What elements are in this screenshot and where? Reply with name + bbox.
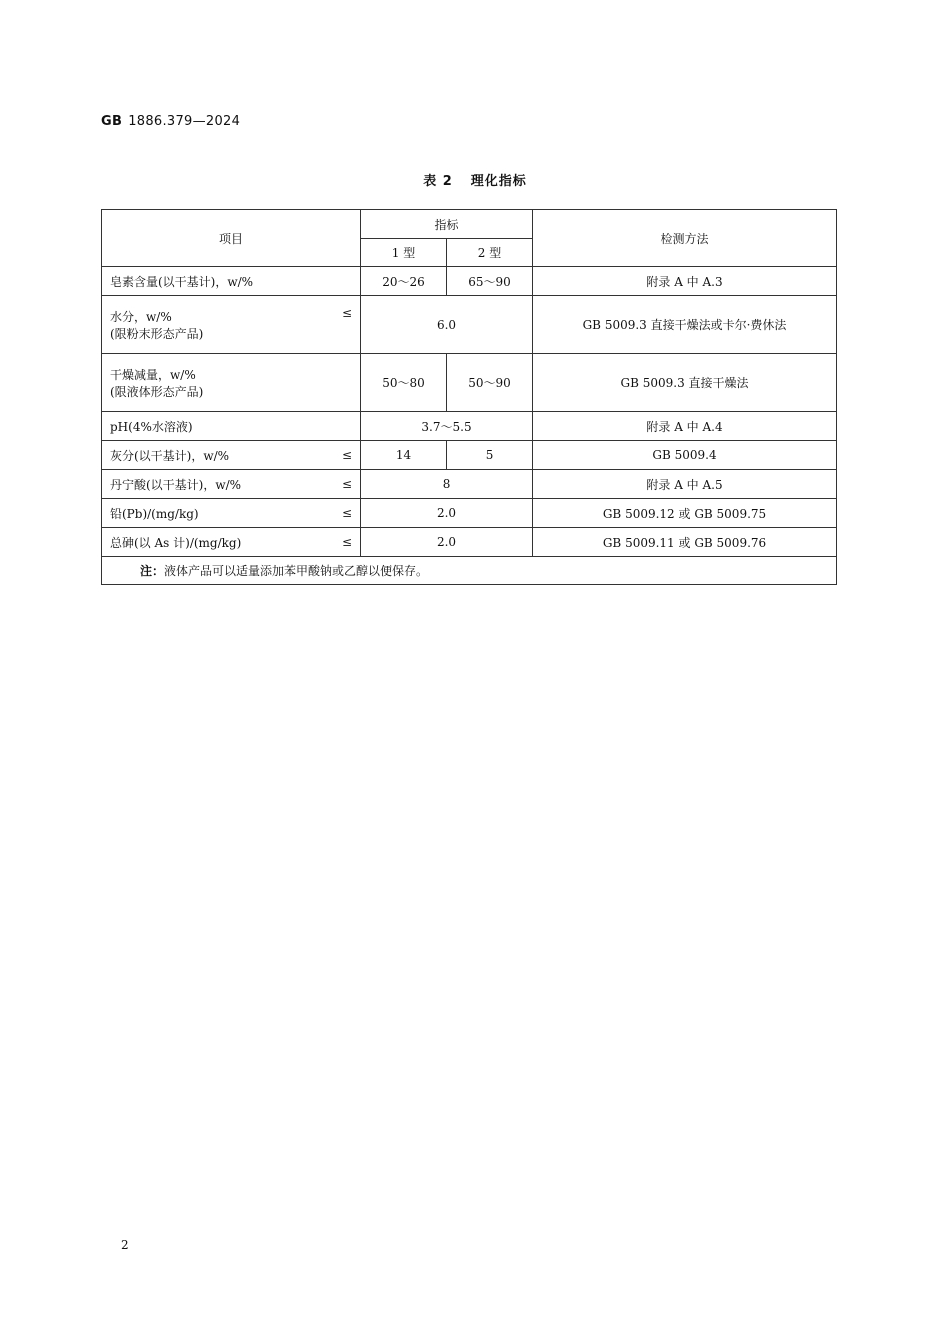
table-row — [102, 441, 837, 470]
row-merged-value: 6.0 — [361, 296, 533, 354]
row-item-label: pH(4%水溶液) — [110, 419, 193, 434]
row-type2: 65～90 — [447, 267, 533, 296]
row-merged-value: 3.7～5.5 — [361, 412, 533, 441]
row-type2: 50～90 — [447, 354, 533, 412]
table-row — [102, 499, 837, 528]
standard-code — [101, 114, 240, 129]
row-type1: 50～80 — [361, 354, 447, 412]
row-method: GB 5009.3 直接干燥法 — [533, 354, 837, 412]
header-type2: 2 型 — [447, 239, 533, 267]
row-method: GB 5009.12 或 GB 5009.75 — [533, 499, 837, 528]
row-item — [102, 296, 361, 354]
row-item-label: 干燥减量，w/% — [110, 367, 196, 382]
table-caption — [0, 170, 950, 189]
row-method: GB 5009.4 — [533, 441, 837, 470]
table-row — [102, 267, 837, 296]
row-method: 附录 A 中 A.5 — [533, 470, 837, 499]
note-label: 注： — [140, 564, 165, 578]
spec-table — [101, 209, 837, 585]
row-merged-value: 2.0 — [361, 499, 533, 528]
row-item — [102, 470, 361, 499]
row-item-label: 总砷(以 As 计)/(mg/kg) — [110, 535, 242, 550]
row-item-sub: (限粉末形态产品) — [110, 326, 204, 341]
table-title: 理化指标 — [470, 174, 527, 189]
le-symbol: ≤ — [341, 506, 352, 520]
table-row — [102, 296, 837, 354]
table-row — [102, 470, 837, 499]
row-item — [102, 441, 361, 470]
header-method: 检测方法 — [533, 210, 837, 267]
row-item — [102, 528, 361, 557]
row-method: 附录 A 中 A.4 — [533, 412, 837, 441]
row-method: 附录 A 中 A.3 — [533, 267, 837, 296]
header-indicator: 指标 — [361, 210, 533, 239]
table-row — [102, 528, 837, 557]
le-symbol: ≤ — [341, 477, 352, 491]
standard-number: 1886.379—2024 — [128, 114, 241, 129]
row-type1: 20～26 — [361, 267, 447, 296]
row-item-label: 丹宁酸(以干基计)，w/% — [110, 477, 242, 492]
row-type2: 5 — [447, 441, 533, 470]
table-number: 表 2 — [423, 174, 453, 189]
table-row — [102, 354, 837, 412]
row-item-label: 皂素含量(以干基计)，w/% — [110, 274, 254, 289]
row-merged-value: 8 — [361, 470, 533, 499]
row-item-label: 灰分(以干基计)，w/% — [110, 448, 230, 463]
le-symbol: ≤ — [341, 448, 352, 462]
row-method: GB 5009.11 或 GB 5009.76 — [533, 528, 837, 557]
row-method: GB 5009.3 直接干燥法或卡尔·费休法 — [533, 296, 837, 354]
row-merged-value: 2.0 — [361, 528, 533, 557]
row-item — [102, 499, 361, 528]
table-note-row — [102, 557, 837, 585]
note-text: 液体产品可以适量添加苯甲酸钠或乙醇以便保存。 — [164, 564, 429, 578]
header-item: 项目 — [102, 210, 361, 267]
standard-prefix: GB — [101, 114, 123, 129]
row-item — [102, 267, 361, 296]
le-symbol: ≤ — [341, 535, 352, 549]
row-item-sub: (限液体形态产品) — [110, 384, 204, 399]
le-symbol: ≤ — [341, 306, 352, 321]
row-item — [102, 354, 361, 412]
row-item — [102, 412, 361, 441]
table-row — [102, 412, 837, 441]
row-type1: 14 — [361, 441, 447, 470]
header-type1: 1 型 — [361, 239, 447, 267]
row-item-label: 水分，w/% — [110, 309, 172, 324]
page-number: 2 — [121, 1238, 129, 1252]
table-note — [102, 557, 837, 585]
row-item-label: 铅(Pb)/(mg/kg) — [110, 506, 199, 521]
